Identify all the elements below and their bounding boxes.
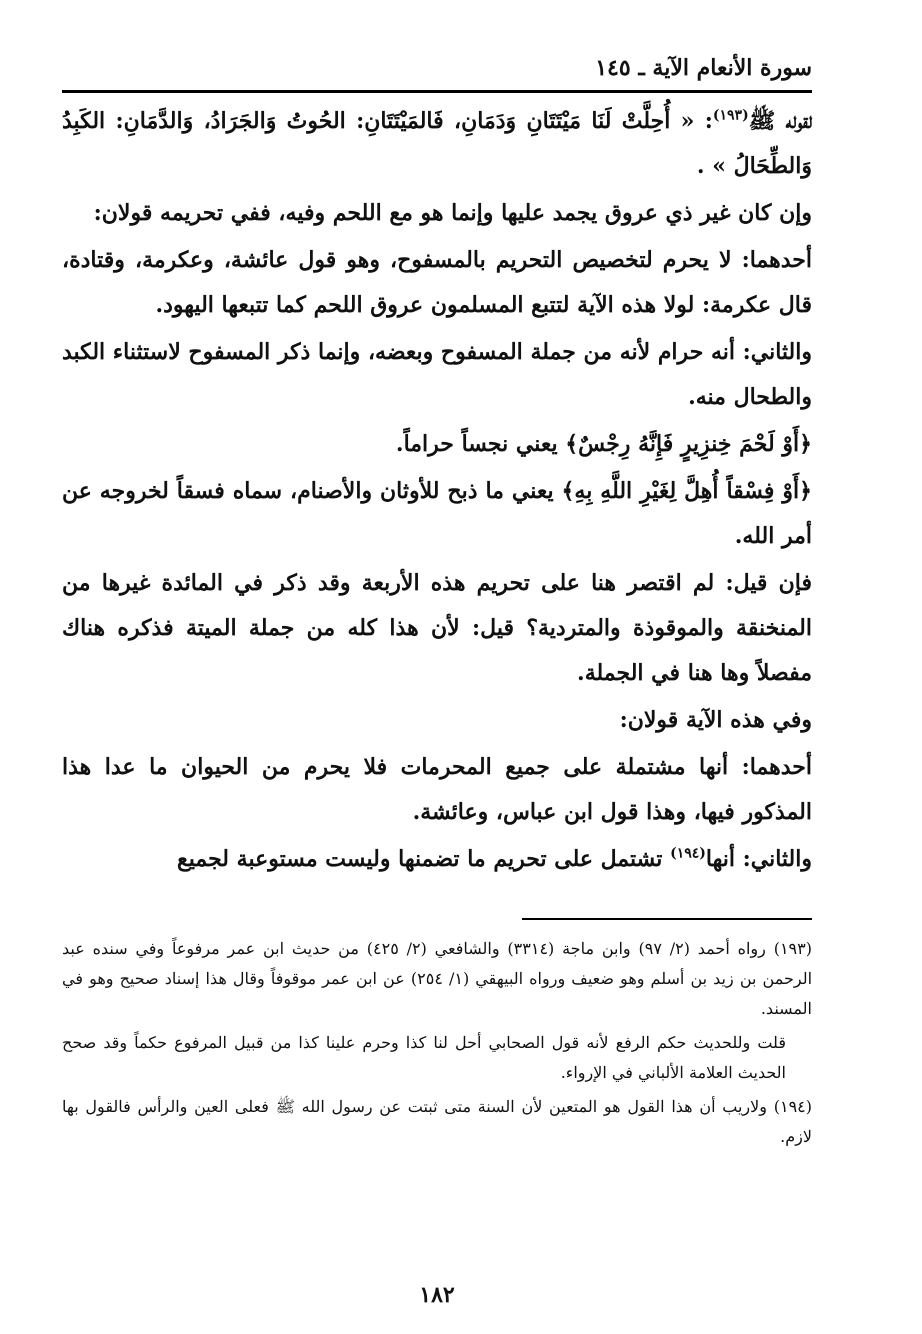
footnote-ref-194[interactable]: (١٩٤) <box>670 845 706 862</box>
footnote-divider <box>522 918 812 920</box>
paragraph-10: والثاني: أنها$^{(١٩٤)}$ تشتمل على تحريم ما تضمنها وليست مستوعبة لجميع <box>177 845 812 872</box>
main-text <box>62 99 812 882</box>
footnote-193: (١٩٣) رواه أحمد (٢/ ٩٧) وابن ماجة (٣٣١٤) والشافعي (٢/ ٤٢٥) من حديث ابن عمر مرفوعاً وفي سنده عبد الرحمن بن زيد بن أسلم وهو ضعيف ورواه البيهقي (١/ ٢٥٤) عن ابن عمر موقوفاً وقال هذا إسناد صحيح وهو في المسند. <box>62 939 813 1018</box>
paragraph-6: ﴿أَوْ فِسْقاً أُهِلَّ لِغَيْرِ اللَّهِ بِهِ﴾ يعني ما ذبح للأوثان والأصنام، سماه فسقاً لخروجه عن أمر الله. <box>62 478 812 549</box>
footnote-194: (١٩٤) ولاريب أن هذا القول هو المتعين لأن السنة متى ثبتت عن رسول الله ﷺ فعلى العين والرأس فالقول بها لازم. <box>62 1097 812 1146</box>
footnote-193-note: قلت وللحديث حكم الرفع لأنه قول الصحابي أحل لنا كذا وحرم علينا كذا من قبيل المرفوع حكماً وقد صحح الحديث العلامة الألباني في الإرواء. <box>62 1033 786 1082</box>
page-number: ١٨٢ <box>419 1282 455 1308</box>
paragraph-1: لقوله ﷺ$^{(١٩٣)}$: « أُحِلَّتْ لَنَا مَيْتَتَانِ وَدَمَانِ، فَالمَيْتَتَانِ: الحُوتُ وَالجَرَادُ، وَالدَّمَانِ: الكَبِدُ وَالطِّحَالُ » . <box>62 107 812 179</box>
quran-verse: ﴿أَوْ فِسْقاً أُهِلَّ لِغَيْرِ اللَّهِ بِهِ﴾ <box>561 478 812 504</box>
paragraph-8: وفي هذه الآية قولان: <box>619 707 812 733</box>
paragraph-9: أحدهما: أنها مشتملة على جميع المحرمات فلا يحرم من الحيوان ما عدا هذا المذكور فيها، وهذا قول ابن عباس، وعائشة. <box>62 754 812 825</box>
paragraph-7: فإن قيل: لم اقتصر هنا على تحريم هذه الأربعة وقد ذكر في المائدة غيرها من المنخنقة والموقوذة والمتردية؟ قيل: لأن هذا كله من جملة الميتة فذكره هناك مفصلاً وها هنا في الجملة. <box>62 570 812 686</box>
footnote-ref-193[interactable]: (١٩٣) <box>712 107 749 124</box>
paragraph-4: والثاني: أنه حرام لأنه من جملة المسفوح وبعضه، وإنما ذكر المسفوح لاستثناء الكبد والطحال منه. <box>62 339 812 410</box>
surah-title: سورة الأنعام الآية ـ ١٤٥ <box>595 55 812 81</box>
paragraph-2: وإن كان غير ذي عروق يجمد عليها وإنما هو مع اللحم وفيه، ففي تحريمه قولان: <box>93 200 812 226</box>
paragraph-3: أحدهما: لا يحرم لتخصيص التحريم بالمسفوح، وهو قول عائشة، وعكرمة، وقتادة، قال عكرمة: لولا هذه الآية لتتبع المسلمون عروق اللحم كما تتبعها اليهود. <box>62 247 812 318</box>
book-page <box>62 46 812 1316</box>
footnotes <box>62 934 812 1152</box>
quran-verse: ﴿أَوْ لَحْمَ خِنزِيرٍ فَإِنَّهُ رِجْسٌ﴾ <box>565 431 812 457</box>
running-header <box>62 46 812 93</box>
paragraph-5: ﴿أَوْ لَحْمَ خِنزِيرٍ فَإِنَّهُ رِجْسٌ﴾ يعني نجساً حراماً. <box>395 431 812 457</box>
